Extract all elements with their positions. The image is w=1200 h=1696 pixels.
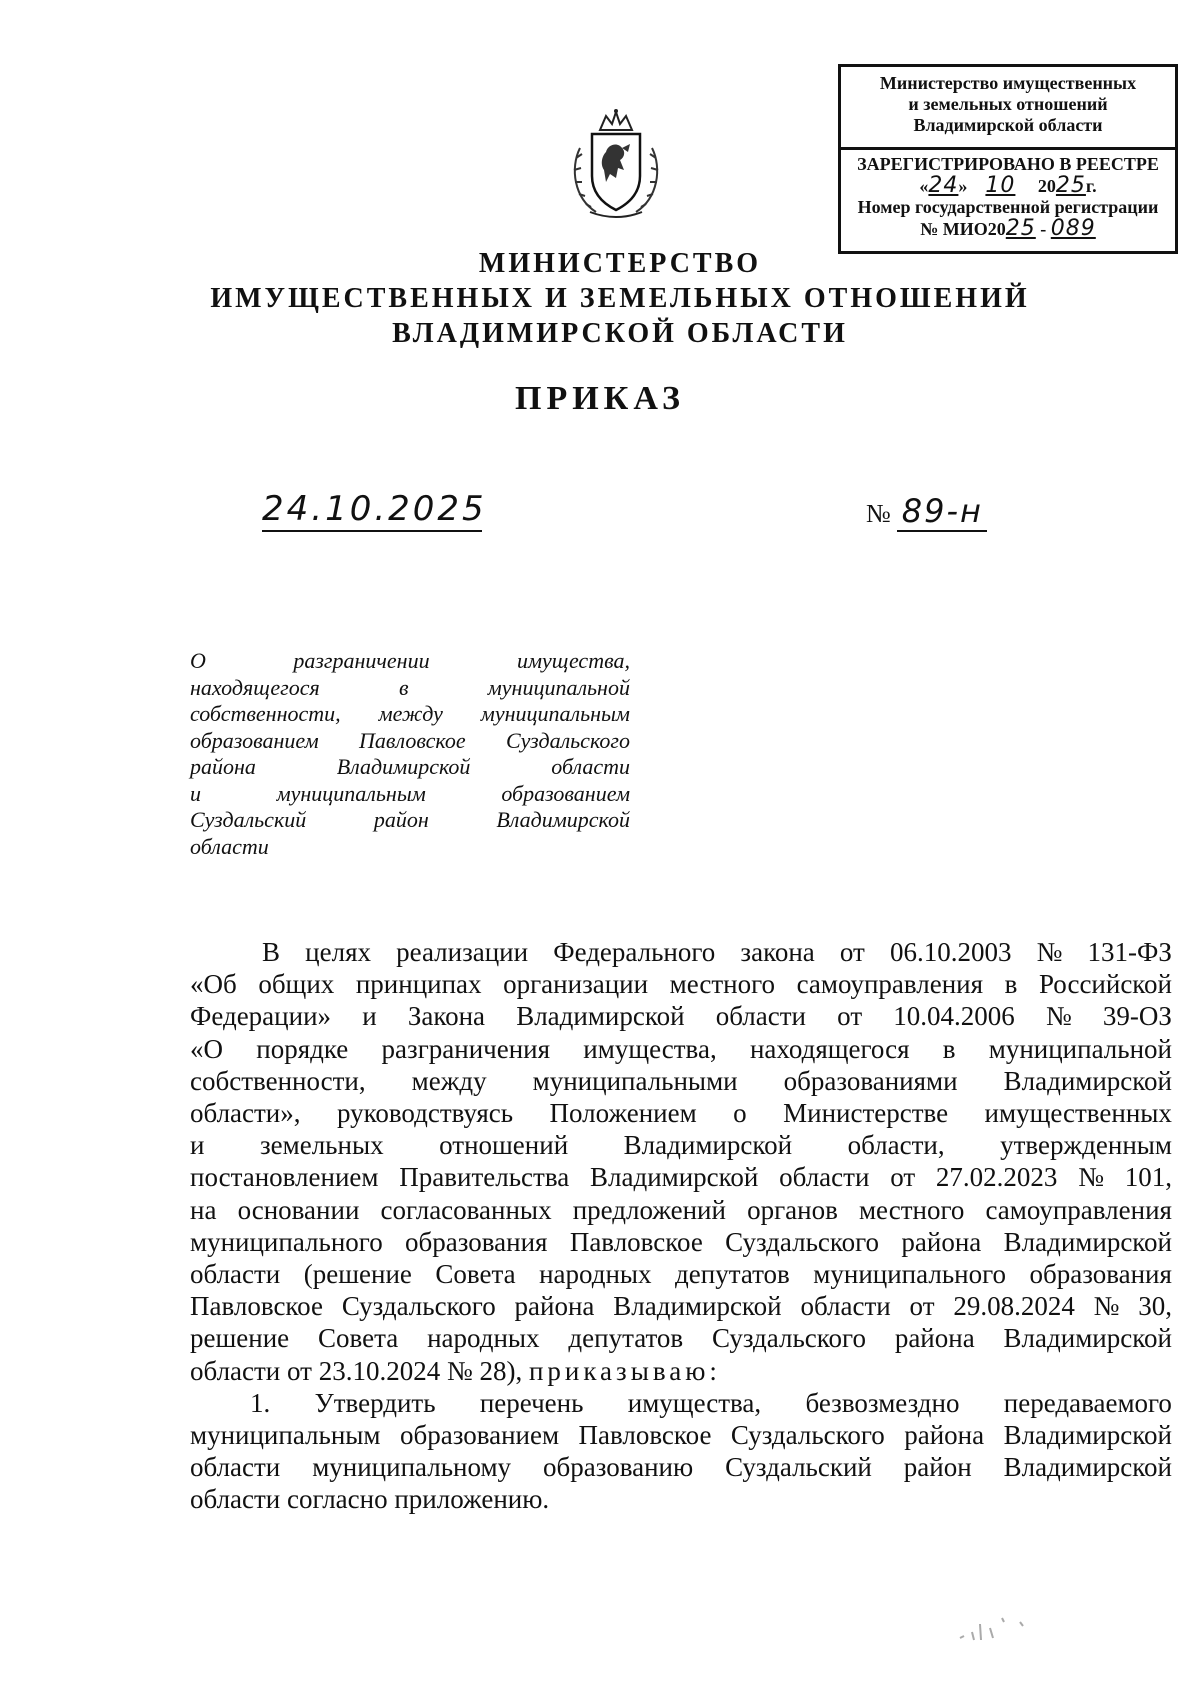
word: образования [405, 1226, 548, 1257]
subject-line [190, 834, 630, 861]
subject-word: имущества, [517, 648, 630, 673]
word: руководствуясь [336, 1098, 514, 1129]
word: Суздальского [730, 1420, 885, 1451]
word: области, [847, 1130, 945, 1161]
word: № [1045, 1001, 1072, 1032]
stamp-registration [841, 150, 1175, 244]
word: муниципальному [312, 1452, 512, 1483]
subject-word: муниципальной [487, 674, 630, 700]
word: Владимирской [1003, 1420, 1172, 1451]
word: порядке [256, 1033, 349, 1064]
word: местного [858, 1194, 965, 1225]
word: № [1036, 937, 1063, 967]
word: в [1004, 969, 1018, 1000]
word: предложений [572, 1194, 726, 1225]
subject-word: области [190, 833, 269, 859]
word: (решение [303, 1259, 412, 1290]
word: народных [427, 1323, 540, 1354]
word: народных [539, 1259, 652, 1290]
word: 27.02.2023 [935, 1162, 1058, 1193]
registration-stamp [838, 64, 1178, 254]
word: отношений [439, 1130, 569, 1161]
text-line [190, 1419, 1172, 1451]
word: имущества, [627, 1387, 762, 1418]
subject-word: образованием [190, 727, 319, 753]
word: Правительства [399, 1162, 570, 1193]
word: муниципальной [988, 1033, 1172, 1064]
stamp-date [847, 175, 1169, 197]
word: области», [190, 1098, 301, 1129]
coat-of-arms-icon [562, 108, 670, 220]
subject-word: О [190, 648, 206, 673]
word: Федерального [553, 937, 716, 967]
word: закона [740, 937, 815, 967]
order-body [190, 936, 1172, 1516]
word: собственности, [190, 1065, 366, 1096]
word: Суздальский [725, 1452, 872, 1483]
stamp-day-handwritten: 24 [928, 173, 959, 198]
text-line [190, 1322, 1172, 1354]
word: 1. [250, 1387, 271, 1418]
word: от [890, 1162, 916, 1193]
word: Павловское [569, 1226, 703, 1257]
word: целях [305, 937, 371, 967]
word: муниципальными [532, 1065, 738, 1096]
stamp-day-close: » [958, 176, 968, 196]
word: «О [190, 1033, 223, 1064]
subject-word: разграничении [293, 648, 430, 673]
word: 10.04.2006 [893, 1001, 1015, 1032]
word: разграничения [381, 1033, 551, 1064]
item-1-last-line [190, 1483, 1172, 1515]
stamp-day-open: « [919, 176, 929, 196]
text-line [190, 1161, 1172, 1193]
stamp-organization [841, 67, 1175, 150]
subject-line [190, 807, 630, 834]
subject-line [190, 781, 630, 808]
subject-word: район [373, 807, 429, 832]
ministry-header [180, 246, 1060, 351]
subject-line [190, 754, 630, 781]
word: 30, [1138, 1291, 1172, 1322]
word: № [1093, 1291, 1120, 1322]
word: депутатов [568, 1323, 684, 1354]
text-line [190, 1258, 1172, 1290]
word: находящегося [749, 1033, 910, 1064]
preamble-text: области от 23.10.2024 № 28), [190, 1355, 523, 1386]
order-subject [190, 648, 630, 860]
word: принципах [355, 969, 482, 1000]
stamp-org-line: Владимирской области [913, 115, 1103, 135]
word: 06.10.2003 [890, 937, 1012, 967]
word: Владимирской [1003, 1452, 1172, 1483]
subject-line [190, 728, 630, 755]
word: Владимирской [1003, 1323, 1172, 1354]
word: органов [747, 1194, 838, 1225]
word: постановлением [190, 1162, 379, 1193]
word: реализации [396, 937, 529, 967]
subject-word: собственности, [190, 701, 341, 726]
word: области [800, 1291, 891, 1322]
word: общих [258, 969, 335, 1000]
word: 39-ОЗ [1102, 1001, 1172, 1032]
order-number-label: № [866, 499, 891, 528]
preamble-last-line [190, 1355, 1172, 1387]
word: области [779, 1162, 870, 1193]
word: Павловское [190, 1291, 323, 1322]
subject-line [190, 675, 630, 702]
word: и [362, 1001, 377, 1032]
word: согласованных [380, 1194, 552, 1225]
stamp-reg-dash: - [1035, 219, 1051, 239]
word: «Об [190, 969, 237, 1000]
word: Владимирской [623, 1130, 793, 1161]
ministry-line: ВЛАДИМИРСКОЙ ОБЛАСТИ [392, 318, 848, 349]
word: Федерации» [190, 1001, 332, 1032]
word: образования [1029, 1259, 1172, 1290]
word: депутатов [675, 1259, 790, 1290]
document-type: ПРИКАЗ [515, 380, 685, 417]
word: Владимирской [516, 1001, 685, 1032]
order-word: приказываю: [528, 1355, 721, 1386]
word: Владимирской [1003, 1065, 1172, 1096]
word: Совета [318, 1323, 399, 1354]
word: имущественных [984, 1098, 1172, 1129]
stamp-reg-year-handwritten: 25 [1005, 216, 1036, 241]
word: № [1078, 1162, 1104, 1193]
word: В [262, 937, 281, 967]
text-line [190, 968, 1172, 1000]
word: Владимирской [613, 1291, 782, 1322]
text-line [190, 1033, 1172, 1065]
text-line [190, 1129, 1172, 1161]
word: образованием [399, 1420, 560, 1451]
text-line [190, 1194, 1172, 1226]
text-line [190, 1226, 1172, 1258]
word: района [514, 1291, 595, 1322]
word: основании [237, 1194, 360, 1225]
word: муниципальным [190, 1420, 381, 1451]
word: Совета [435, 1259, 516, 1290]
word: Павловское [578, 1420, 712, 1451]
word: образованию [542, 1452, 694, 1483]
word: на [190, 1194, 217, 1225]
word: Положением [549, 1098, 697, 1129]
stamp-reg-number-handwritten: 089 [1050, 216, 1096, 241]
word: от [839, 937, 865, 967]
word: области [190, 1259, 281, 1290]
word: Министерстве [783, 1098, 949, 1129]
stamp-reg-number [847, 218, 1169, 240]
word: в [942, 1033, 956, 1064]
word: самоуправления [796, 969, 984, 1000]
word: Утвердить [314, 1387, 436, 1418]
preamble [190, 936, 1172, 1355]
word: муниципального [813, 1259, 1006, 1290]
stamp-reg-number-label: Номер государственной регистрации [857, 197, 1159, 217]
word: решение [190, 1323, 290, 1354]
stamp-reg-prefix: № МИО20 [920, 219, 1006, 239]
word: безвозмездно [805, 1387, 960, 1418]
word: муниципального [190, 1226, 383, 1257]
text-line [190, 1097, 1172, 1129]
subject-word: и [190, 780, 201, 806]
word: имущества, [583, 1033, 717, 1064]
word: 101, [1124, 1162, 1172, 1193]
ministry-line: МИНИСТЕРСТВО [478, 248, 762, 279]
subject-word: в [398, 674, 409, 700]
word: Суздальского [712, 1323, 866, 1354]
word: перечень [479, 1387, 584, 1418]
word: Владимирской [589, 1162, 759, 1193]
subject-word: Владимирской [496, 807, 630, 832]
stamp-org-line: и земельных отношений [908, 94, 1108, 114]
word: между [411, 1065, 487, 1096]
word: 29.08.2024 [953, 1291, 1075, 1322]
text-line [190, 1451, 1172, 1483]
item-1 [190, 1387, 1172, 1484]
stamp-org-line: Министерство имущественных [879, 73, 1137, 93]
text-line [190, 1290, 1172, 1322]
word: области [190, 1452, 281, 1483]
text-line [190, 936, 1172, 968]
subject-line [190, 701, 630, 728]
text-line [190, 1387, 1172, 1419]
word: утвержденным [1000, 1130, 1172, 1161]
word: о [733, 1098, 747, 1129]
word: земельных [259, 1130, 384, 1161]
scan-artifact-icon [950, 1610, 1070, 1650]
word: Российской [1038, 969, 1172, 1000]
word: местного [669, 969, 776, 1000]
stamp-year-prefix: 20 [1037, 176, 1056, 196]
subject-word: области [551, 754, 630, 779]
word: 131-ФЗ [1087, 937, 1172, 967]
word: и [190, 1130, 205, 1161]
subject-word: района [190, 754, 256, 779]
subject-word: Суздальского [506, 727, 630, 753]
word: самоуправления [985, 1194, 1172, 1225]
order-date-handwritten: 24.10.2025 [262, 488, 482, 532]
word: Суздальского [341, 1291, 496, 1322]
stamp-month-handwritten: 10 [985, 173, 1016, 198]
order-number [866, 492, 987, 532]
word: области [715, 1001, 806, 1032]
text-line [190, 1000, 1172, 1032]
word: от [909, 1291, 935, 1322]
stamp-year-unit: г. [1085, 176, 1097, 196]
word: района [901, 1226, 982, 1257]
subject-word: муниципальным [276, 780, 426, 806]
word: организации [503, 969, 649, 1000]
subject-word: Павловское [359, 727, 466, 753]
subject-word: находящегося [190, 674, 320, 700]
word: образованиями [783, 1065, 958, 1096]
subject-word: муниципальным [480, 701, 630, 726]
subject-word: Суздальский [190, 807, 307, 832]
word: район [903, 1452, 972, 1483]
subject-word: между [378, 701, 443, 726]
stamp-registered-label: ЗАРЕГИСТРИРОВАНО В РЕЕСТРЕ [857, 154, 1159, 174]
word: Владимирской [1003, 1226, 1172, 1257]
word: Суздальского [725, 1226, 880, 1257]
item-text: области согласно приложению. [190, 1484, 550, 1515]
word: от [837, 1001, 863, 1032]
text-line [190, 1065, 1172, 1097]
ministry-line: ИМУЩЕСТВЕННЫХ И ЗЕМЕЛЬНЫХ ОТНОШЕНИЙ [210, 283, 1030, 314]
word: передаваемого [1003, 1387, 1172, 1418]
subject-line [190, 648, 630, 675]
word: района [904, 1420, 985, 1451]
subject-word: Владимирской [336, 754, 471, 779]
order-number-handwritten: 89-н [897, 492, 987, 532]
stamp-year-handwritten: 25 [1055, 173, 1086, 198]
word: Закона [407, 1001, 486, 1032]
word: района [894, 1323, 975, 1354]
subject-word: образованием [501, 780, 630, 806]
